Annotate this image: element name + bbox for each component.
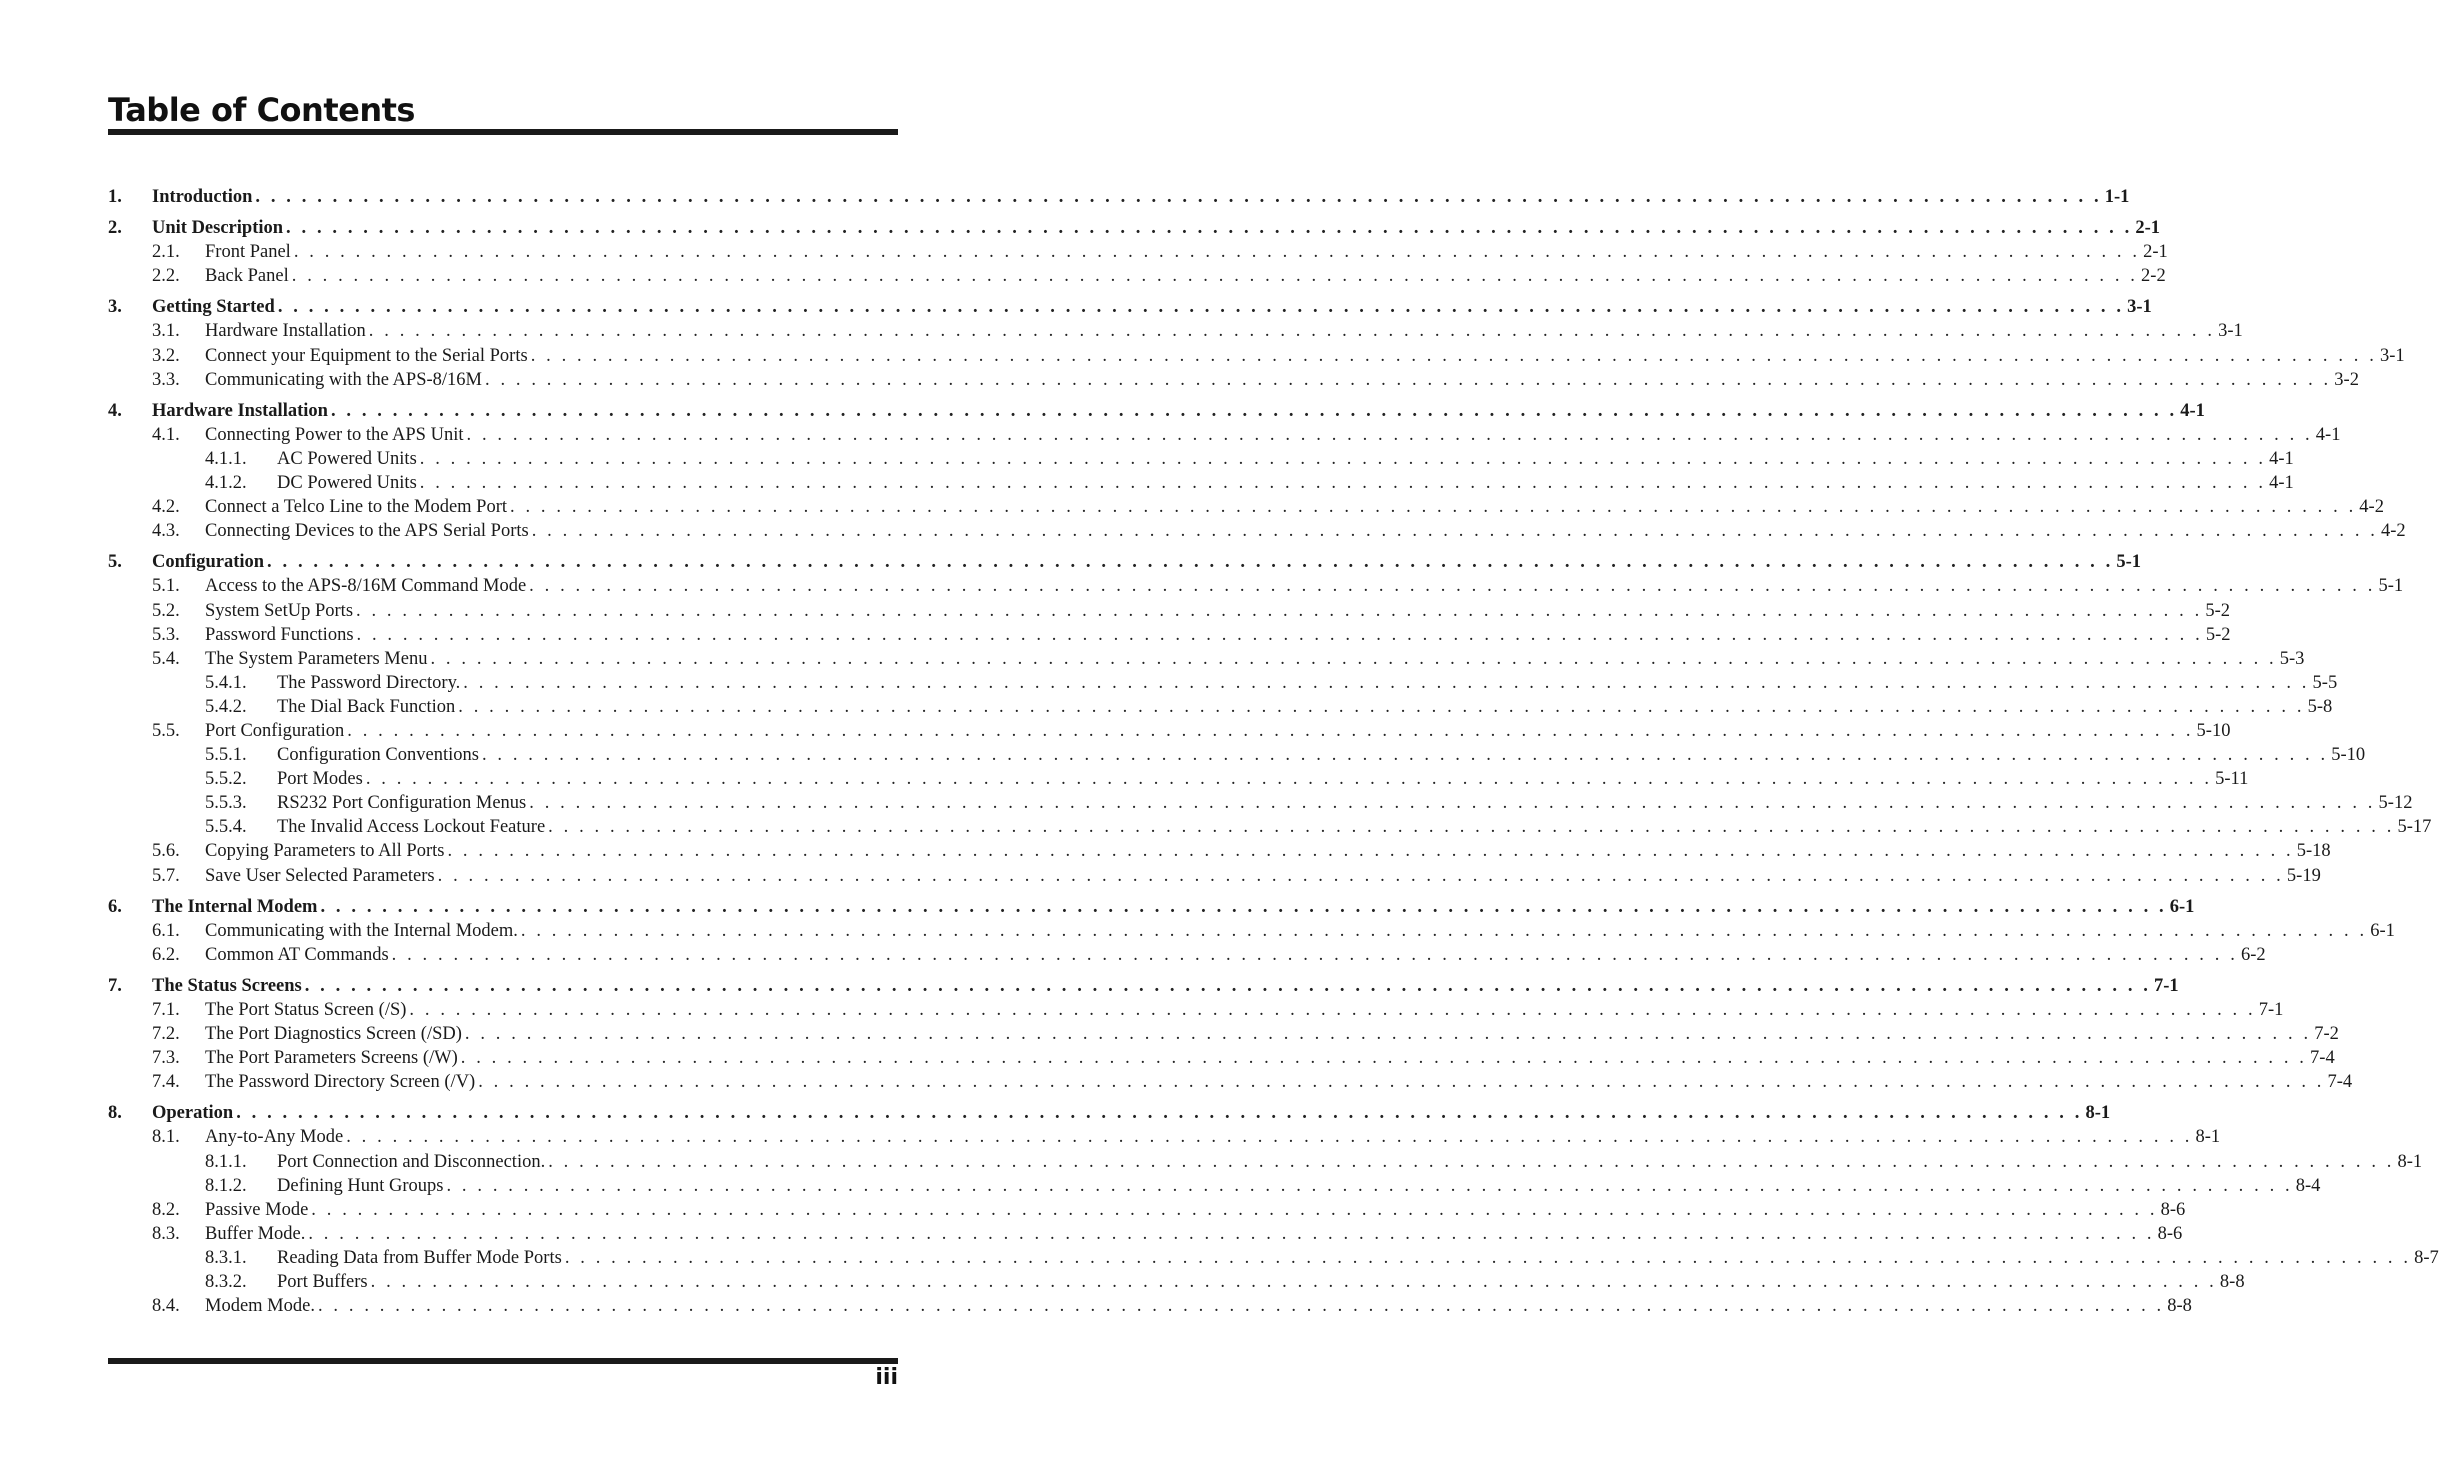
- toc-entry-page: 2-1: [2135, 218, 2160, 239]
- toc-section: [108, 550, 2432, 887]
- toc-entry-page: 5-3: [2279, 648, 2305, 669]
- dot-leader: . . . . . . . . . . . . . . . . . . . . . . . . . . . . . . . . . . . . . . . . . . . . . . . . . . . . . . . . . . . . . . . . . . . . . . . . . . . . . . . . . . . . . . . . . . . . . . . . . . . . . . . . . . . . . . . . . . . . . . . .: [437, 865, 2284, 886]
- toc-subsection-entry[interactable]: [108, 495, 2384, 519]
- toc-entry-page: 6-1: [2370, 920, 2395, 941]
- toc-subsection-entry[interactable]: [108, 839, 2331, 863]
- toc-entry-page: 8-1: [2085, 1103, 2111, 1124]
- toc-entry-page: 5-2: [2205, 600, 2230, 621]
- toc-section: [108, 185, 2130, 209]
- dot-leader: . . . . . . . . . . . . . . . . . . . . . . . . . . . . . . . . . . . . . . . . . . . . . . . . . . . . . . . . . . . . . . . . . . . . . . . . . . . . . . . . . . . . . . . . . . . . . . . . . . . . . . . . . . . . . . . . . . . . . . . .: [311, 1199, 2158, 1220]
- toc-entry-page: 5-19: [2286, 865, 2321, 886]
- toc-entry-number: 1.: [108, 187, 122, 207]
- dot-leader: . . . . . . . . . . . . . . . . . . . . . . . . . . . . . . . . . . . . . . . . . . . . . . . . . . . . . . . . . . . . . . . . . . . . . . . . . . . . . . . . . . . . . . . . . . . . . . . . . . . . . . . . . . . . . . . . . . . . . . . .: [419, 473, 2267, 494]
- dot-leader: . . . . . . . . . . . . . . . . . . . . . . . . . . . . . . . . . . . . . . . . . . . . . . . . . . . . . . . . . . . . . . . . . . . . . . . . . . . . . . . . . . . . . . . . . . . . . . . . . . . . . . . . . . . . . . . . . . . . . . . .: [286, 218, 2133, 239]
- dot-leader: . . . . . . . . . . . . . . . . . . . . . . . . . . . . . . . . . . . . . . . . . . . . . . . . . . . . . . . . . . . . . . . . . . . . . . . . . . . . . . . . . . . . . . . . . . . . . . . . . . . . . . . . . . . . . . . . . . . . . . . .: [478, 1072, 2325, 1093]
- toc-entry-number: 7.4.: [152, 1072, 180, 1093]
- toc-entry-page: 8-1: [2397, 1151, 2423, 1172]
- toc-entry-number: 5.4.2.: [205, 696, 247, 717]
- toc-subsubsection-entry[interactable]: [108, 1150, 2423, 1174]
- toc-entry-page: 3-2: [2334, 369, 2359, 390]
- dot-leader: . . . . . . . . . . . . . . . . . . . . . . . . . . . . . . . . . . . . . . . . . . . . . . . . . . . . . . . . . . . . . . . . . . . . . . . . . . . . . . . . . . . . . . . . . . . . . . . . . . . . . . . . . . . . . . . . . . . . . . . .: [485, 369, 2332, 390]
- toc-entry-number: 3.: [108, 297, 122, 318]
- toc-entry-page: 4-2: [2359, 497, 2384, 518]
- page-title: Table of Contents: [108, 91, 415, 129]
- toc-section: [108, 974, 2353, 1094]
- toc-subsubsection-entry[interactable]: [108, 767, 2249, 791]
- toc-section-entry[interactable]: [108, 399, 2205, 423]
- toc-entry-number: 7.: [108, 975, 122, 996]
- toc-entry-number: 7.3.: [152, 1048, 180, 1069]
- toc-entry-number: 7.2.: [152, 1024, 180, 1045]
- toc-entry-page: 4-1: [2269, 473, 2294, 494]
- toc-section: [108, 295, 2405, 391]
- dot-leader: . . . . . . . . . . . . . . . . . . . . . . . . . . . . . . . . . . . . . . . . . . . . . . . . . . . . . . . . . . . . . . . . . . . . . . . . . . . . . . . . . . . . . . . . . . . . . . . . . . . . . . . . . . . . . . . . . . . . . . . .: [464, 1024, 2312, 1045]
- toc-entry-number: 6.2.: [152, 944, 180, 965]
- toc-subsection-entry[interactable]: [108, 864, 2321, 888]
- toc-entry-page: 4-1: [2180, 400, 2205, 421]
- toc-entry-number: 6.: [108, 896, 122, 917]
- toc-subsection-entry[interactable]: [108, 574, 2404, 598]
- toc-entry-number: 8.1.: [152, 1127, 180, 1148]
- toc-entry-title: AC Powered Units: [277, 448, 417, 469]
- toc-entry-number: 8.1.1.: [205, 1151, 247, 1172]
- toc-entry-title: The Port Status Screen (/S): [205, 1000, 407, 1020]
- toc-entry-number: 4.2.: [152, 497, 180, 518]
- toc-entry-page: 5-8: [2307, 696, 2333, 717]
- toc-entry-title: RS232 Port Configuration Menus: [277, 793, 527, 814]
- dot-leader: . . . . . . . . . . . . . . . . . . . . . . . . . . . . . . . . . . . . . . . . . . . . . . . . . . . . . . . . . . . . . . . . . . . . . . . . . . . . . . . . . . . . . . . . . . . . . . . . . . . . . . . . . . . . . . . . . . . . . . . .: [368, 321, 2216, 342]
- toc-subsection-entry[interactable]: [108, 344, 2405, 368]
- dot-leader: . . . . . . . . . . . . . . . . . . . . . . . . . . . . . . . . . . . . . . . . . . . . . . . . . . . . . . . . . . . . . . . . . . . . . . . . . . . . . . . . . . . . . . . . . . . . . . . . . . . . . . . . . . . . . . . . . . . . . . . .: [458, 696, 2305, 717]
- toc-entry-number: 8.2.: [152, 1199, 180, 1220]
- toc-entry-page: 8-6: [2160, 1199, 2186, 1220]
- toc-entry-number: 8.3.2.: [205, 1272, 247, 1293]
- toc-entry-number: 5.7.: [152, 865, 180, 886]
- toc-entry-title: Modem Mode.: [205, 1296, 315, 1317]
- toc-entry-number: 4.1.1.: [205, 448, 247, 469]
- toc-entry-page: 8-1: [2195, 1127, 2221, 1148]
- toc-entry-title: Connecting Devices to the APS Serial Ports: [205, 521, 529, 542]
- toc-section-entry[interactable]: [108, 974, 2179, 998]
- toc-entry-title: DC Powered Units: [277, 473, 417, 494]
- toc-subsection-entry[interactable]: [108, 1022, 2339, 1046]
- toc-entry-title: Any-to-Any Mode: [205, 1127, 344, 1148]
- dot-leader: . . . . . . . . . . . . . . . . . . . . . . . . . . . . . . . . . . . . . . . . . . . . . . . . . . . . . . . . . . . . . . . . . . . . . . . . . . . . . . . . . . . . . . . . . . . . . . . . . . . . . . . . . . . . . . . . . . . . . . . .: [430, 648, 2277, 669]
- toc-entry-title: Access to the APS-8/16M Command Mode: [205, 576, 527, 597]
- dot-leader: . . . . . . . . . . . . . . . . . . . . . . . . . . . . . . . . . . . . . . . . . . . . . . . . . . . . . . . . . . . . . . . . . . . . . . . . . . . . . . . . . . . . . . . . . . . . . . . . . . . . . . . . . . . . . . . . . . . . . . . .: [531, 521, 2379, 542]
- toc-entry-title: Introduction: [152, 187, 253, 207]
- toc-section: [108, 216, 2168, 288]
- toc-section-entry[interactable]: [108, 185, 2130, 209]
- dot-leader: . . . . . . . . . . . . . . . . . . . . . . . . . . . . . . . . . . . . . . . . . . . . . . . . . . . . . . . . . . . . . . . . . . . . . . . . . . . . . . . . . . . . . . . . . . . . . . . . . . . . . . . . . . . . . . . . . . . . . . . .: [255, 187, 2102, 207]
- toc-section: [108, 895, 2395, 967]
- toc-subsection-entry[interactable]: [108, 647, 2305, 671]
- toc-entry-page: 6-2: [2240, 944, 2266, 965]
- toc-entry-page: 3-1: [2379, 345, 2405, 366]
- toc-entry-title: Hardware Installation: [205, 321, 366, 342]
- toc-entry-number: 5.2.: [152, 600, 180, 621]
- toc-entry-page: 7-1: [2154, 975, 2179, 996]
- toc-entry-page: 8-8: [2219, 1272, 2245, 1293]
- toc-entry-number: 4.: [108, 400, 122, 421]
- toc-entry-title: Communicating with the Internal Modem.: [205, 920, 518, 941]
- toc-entry-title: The Status Screens: [152, 975, 302, 996]
- toc-entry-title: Port Modes: [277, 769, 363, 790]
- toc-entry-title: Back Panel: [205, 266, 289, 287]
- toc-entry-number: 5.1.: [152, 576, 180, 597]
- toc-entry-number: 4.3.: [152, 521, 180, 542]
- dot-leader: . . . . . . . . . . . . . . . . . . . . . . . . . . . . . . . . . . . . . . . . . . . . . . . . . . . . . . . . . . . . . . . . . . . . . . . . . . . . . . . . . . . . . . . . . . . . . . . . . . . . . . . . . . . . . . . . . . . . . . . .: [460, 1048, 2308, 1069]
- toc-subsubsection-entry[interactable]: [108, 743, 2366, 767]
- toc-section: [108, 399, 2406, 544]
- toc-section-entry[interactable]: [108, 295, 2152, 319]
- dot-leader: . . . . . . . . . . . . . . . . . . . . . . . . . . . . . . . . . . . . . . . . . . . . . . . . . . . . . . . . . . . . . . . . . . . . . . . . . . . . . . . . . . . . . . . . . . . . . . . . . . . . . . . . . . . . . . . . . . . . . . . .: [277, 297, 2125, 318]
- toc-subsection-entry[interactable]: [108, 919, 2395, 943]
- toc-entry-number: 5.5.2.: [205, 769, 247, 790]
- toc-entry-title: The Internal Modem: [152, 896, 318, 917]
- toc-entry-page: 4-1: [2315, 424, 2341, 445]
- toc-entry-title: The Port Parameters Screens (/W): [205, 1048, 458, 1069]
- toc-entry-page: 3-1: [2218, 321, 2243, 342]
- toc-entry-number: 8.3.: [152, 1223, 180, 1244]
- toc-entry-page: 7-4: [2310, 1048, 2335, 1069]
- dot-leader: . . . . . . . . . . . . . . . . . . . . . . . . . . . . . . . . . . . . . . . . . . . . . . . . . . . . . . . . . . . . . . . . . . . . . . . . . . . . . . . . . . . . . . . . . . . . . . . . . . . . . . . . . . . . . . . . . . . . . . . .: [529, 576, 2376, 597]
- toc-entry-number: 4.1.2.: [205, 473, 247, 494]
- dot-leader: . . . . . . . . . . . . . . . . . . . . . . . . . . . . . . . . . . . . . . . . . . . . . . . . . . . . . . . . . . . . . . . . . . . . . . . . . . . . . . . . . . . . . . . . . . . . . . . . . . . . . . . . . . . . . . . . . . . . . . . .: [564, 1247, 2412, 1268]
- toc-entry-number: 5.5.1.: [205, 745, 247, 766]
- dot-leader: . . . . . . . . . . . . . . . . . . . . . . . . . . . . . . . . . . . . . . . . . . . . . . . . . . . . . . . . . . . . . . . . . . . . . . . . . . . . . . . . . . . . . . . . . . . . . . . . . . . . . . . . . . . . . . . . . . . . . . . .: [365, 769, 2213, 790]
- dot-leader: . . . . . . . . . . . . . . . . . . . . . . . . . . . . . . . . . . . . . . . . . . . . . . . . . . . . . . . . . . . . . . . . . . . . . . . . . . . . . . . . . . . . . . . . . . . . . . . . . . . . . . . . . . . . . . . . . . . . . . . .: [370, 1272, 2217, 1293]
- toc-subsubsection-entry[interactable]: [108, 791, 2413, 815]
- toc-subsection-entry[interactable]: [108, 943, 2266, 967]
- toc-entry-page: 5-1: [2116, 552, 2141, 573]
- toc-section: [108, 1101, 2439, 1318]
- toc-entry-page: 5-12: [2378, 793, 2413, 814]
- dot-leader: . . . . . . . . . . . . . . . . . . . . . . . . . . . . . . . . . . . . . . . . . . . . . . . . . . . . . . . . . . . . . . . . . . . . . . . . . . . . . . . . . . . . . . . . . . . . . . . . . . . . . . . . . . . . . . . . . . . . . . . .: [481, 745, 2329, 766]
- page-number: iii: [875, 1365, 898, 1390]
- dot-leader: . . . . . . . . . . . . . . . . . . . . . . . . . . . . . . . . . . . . . . . . . . . . . . . . . . . . . . . . . . . . . . . . . . . . . . . . . . . . . . . . . . . . . . . . . . . . . . . . . . . . . . . . . . . . . . . . . . . . . . . .: [267, 552, 2114, 573]
- dot-leader: . . . . . . . . . . . . . . . . . . . . . . . . . . . . . . . . . . . . . . . . . . . . . . . . . . . . . . . . . . . . . . . . . . . . . . . . . . . . . . . . . . . . . . . . . . . . . . . . . . . . . . . . . . . . . . . . . . . . . . . .: [308, 1223, 2155, 1244]
- dot-leader: . . . . . . . . . . . . . . . . . . . . . . . . . . . . . . . . . . . . . . . . . . . . . . . . . . . . . . . . . . . . . . . . . . . . . . . . . . . . . . . . . . . . . . . . . . . . . . . . . . . . . . . . . . . . . . . . . . . . . . . .: [346, 1127, 2193, 1148]
- dot-leader: . . . . . . . . . . . . . . . . . . . . . . . . . . . . . . . . . . . . . . . . . . . . . . . . . . . . . . . . . . . . . . . . . . . . . . . . . . . . . . . . . . . . . . . . . . . . . . . . . . . . . . . . . . . . . . . . . . . . . . . .: [447, 841, 2294, 862]
- dot-leader: . . . . . . . . . . . . . . . . . . . . . . . . . . . . . . . . . . . . . . . . . . . . . . . . . . . . . . . . . . . . . . . . . . . . . . . . . . . . . . . . . . . . . . . . . . . . . . . . . . . . . . . . . . . . . . . . . . . . . . . .: [236, 1103, 2083, 1124]
- toc-entry-title: Operation: [152, 1103, 234, 1124]
- toc-entry-title: Copying Parameters to All Ports: [205, 841, 445, 862]
- toc-entry-number: 2.: [108, 218, 122, 239]
- toc-entry-number: 5.4.: [152, 648, 180, 669]
- toc-entry-title: Communicating with the APS-8/16M: [205, 369, 482, 390]
- dot-leader: . . . . . . . . . . . . . . . . . . . . . . . . . . . . . . . . . . . . . . . . . . . . . . . . . . . . . . . . . . . . . . . . . . . . . . . . . . . . . . . . . . . . . . . . . . . . . . . . . . . . . . . . . . . . . . . . . . . . . . . .: [330, 400, 2178, 421]
- toc-entry-title: Connect a Telco Line to the Modem Port: [205, 497, 508, 518]
- toc-subsubsection-entry[interactable]: [108, 1174, 2321, 1198]
- toc-entry-page: 8-7: [2414, 1247, 2439, 1268]
- toc-entry-title: Buffer Mode.: [205, 1223, 306, 1244]
- toc-subsection-entry[interactable]: [108, 368, 2359, 392]
- toc-entry-title: Front Panel: [205, 242, 291, 263]
- dot-leader: . . . . . . . . . . . . . . . . . . . . . . . . . . . . . . . . . . . . . . . . . . . . . . . . . . . . . . . . . . . . . . . . . . . . . . . . . . . . . . . . . . . . . . . . . . . . . . . . . . . . . . . . . . . . . . . . . . . . . . . .: [409, 1000, 2256, 1020]
- toc-entry-title: Configuration Conventions: [277, 745, 479, 766]
- toc-entry-page: 8-6: [2157, 1223, 2183, 1244]
- toc-entry-number: 5.5.3.: [205, 793, 247, 814]
- toc-entry-number: 8.1.2.: [205, 1175, 247, 1196]
- toc-entry-title: Password Functions: [205, 624, 354, 645]
- toc-subsection-entry[interactable]: [108, 998, 2284, 1022]
- toc-entry-number: 3.2.: [152, 345, 180, 366]
- toc-entry-page: 5-2: [2205, 624, 2231, 645]
- toc-entry-page: 8-4: [2295, 1175, 2321, 1196]
- toc-entry-page: 5-10: [2196, 720, 2231, 741]
- dot-leader: . . . . . . . . . . . . . . . . . . . . . . . . . . . . . . . . . . . . . . . . . . . . . . . . . . . . . . . . . . . . . . . . . . . . . . . . . . . . . . . . . . . . . . . . . . . . . . . . . . . . . . . . . . . . . . . . . . . . . . . .: [356, 624, 2203, 645]
- toc-entry-number: 5.: [108, 552, 122, 573]
- toc-entry-title: Configuration: [152, 552, 265, 573]
- toc-subsection-entry[interactable]: [108, 1125, 2221, 1149]
- toc-subsubsection-entry[interactable]: [108, 471, 2294, 495]
- toc-entry-title: Port Connection and Disconnection.: [277, 1151, 546, 1172]
- dot-leader: . . . . . . . . . . . . . . . . . . . . . . . . . . . . . . . . . . . . . . . . . . . . . . . . . . . . . . . . . . . . . . . . . . . . . . . . . . . . . . . . . . . . . . . . . . . . . . . . . . . . . . . . . . . . . . . . . . . . . . . .: [291, 266, 2139, 287]
- toc-entry-title: Port Buffers: [277, 1272, 368, 1293]
- title-rule: [108, 129, 898, 135]
- toc-entry-number: 5.6.: [152, 841, 180, 862]
- dot-leader: . . . . . . . . . . . . . . . . . . . . . . . . . . . . . . . . . . . . . . . . . . . . . . . . . . . . . . . . . . . . . . . . . . . . . . . . . . . . . . . . . . . . . . . . . . . . . . . . . . . . . . . . . . . . . . . . . . . . . . . .: [356, 600, 2203, 621]
- toc-subsection-entry[interactable]: [108, 599, 2230, 623]
- toc-entry-number: 8.3.1.: [205, 1247, 247, 1268]
- toc-entry-title: The Password Directory Screen (/V): [205, 1072, 476, 1093]
- dot-leader: . . . . . . . . . . . . . . . . . . . . . . . . . . . . . . . . . . . . . . . . . . . . . . . . . . . . . . . . . . . . . . . . . . . . . . . . . . . . . . . . . . . . . . . . . . . . . . . . . . . . . . . . . . . . . . . . . . . . . . . .: [510, 497, 2357, 518]
- toc-entry-number: 5.5.4.: [205, 817, 247, 838]
- table-of-contents: [108, 185, 2439, 1325]
- toc-entry-page: 7-2: [2314, 1024, 2339, 1045]
- dot-leader: . . . . . . . . . . . . . . . . . . . . . . . . . . . . . . . . . . . . . . . . . . . . . . . . . . . . . . . . . . . . . . . . . . . . . . . . . . . . . . . . . . . . . . . . . . . . . . . . . . . . . . . . . . . . . . . . . . . . . . . .: [548, 817, 2395, 838]
- toc-entry-number: 3.3.: [152, 369, 180, 390]
- toc-subsubsection-entry[interactable]: [108, 695, 2333, 719]
- toc-entry-page: 5-11: [2215, 769, 2249, 790]
- toc-entry-page: 5-17: [2397, 817, 2432, 838]
- toc-subsection-entry[interactable]: [108, 1294, 2192, 1318]
- toc-entry-title: Unit Description: [152, 218, 284, 239]
- dot-leader: . . . . . . . . . . . . . . . . . . . . . . . . . . . . . . . . . . . . . . . . . . . . . . . . . . . . . . . . . . . . . . . . . . . . . . . . . . . . . . . . . . . . . . . . . . . . . . . . . . . . . . . . . . . . . . . . . . . . . . . .: [463, 672, 2310, 693]
- dot-leader: . . . . . . . . . . . . . . . . . . . . . . . . . . . . . . . . . . . . . . . . . . . . . . . . . . . . . . . . . . . . . . . . . . . . . . . . . . . . . . . . . . . . . . . . . . . . . . . . . . . . . . . . . . . . . . . . . . . . . . . .: [466, 424, 2313, 445]
- toc-entry-title: Save User Selected Parameters: [205, 865, 435, 886]
- toc-entry-page: 4-2: [2381, 521, 2406, 542]
- dot-leader: . . . . . . . . . . . . . . . . . . . . . . . . . . . . . . . . . . . . . . . . . . . . . . . . . . . . . . . . . . . . . . . . . . . . . . . . . . . . . . . . . . . . . . . . . . . . . . . . . . . . . . . . . . . . . . . . . . . . . . . .: [446, 1175, 2293, 1196]
- toc-entry-title: Hardware Installation: [152, 400, 328, 421]
- toc-entry-number: 6.1.: [152, 920, 180, 941]
- toc-entry-number: 8.: [108, 1103, 122, 1124]
- toc-subsection-entry[interactable]: [108, 1070, 2353, 1094]
- toc-subsection-entry[interactable]: [108, 240, 2168, 264]
- toc-subsubsection-entry[interactable]: [108, 671, 2338, 695]
- toc-subsection-entry[interactable]: [108, 519, 2406, 543]
- toc-entry-number: 2.1.: [152, 242, 180, 263]
- toc-entry-number: 5.4.1.: [205, 672, 247, 693]
- dot-leader: . . . . . . . . . . . . . . . . . . . . . . . . . . . . . . . . . . . . . . . . . . . . . . . . . . . . . . . . . . . . . . . . . . . . . . . . . . . . . . . . . . . . . . . . . . . . . . . . . . . . . . . . . . . . . . . . . . . . . . . .: [347, 720, 2194, 741]
- toc-entry-title: Passive Mode: [205, 1199, 309, 1220]
- toc-entry-page: 6-1: [2169, 896, 2195, 917]
- toc-subsection-entry[interactable]: [108, 1222, 2183, 1246]
- toc-entry-title: Port Configuration: [205, 720, 345, 741]
- dot-leader: . . . . . . . . . . . . . . . . . . . . . . . . . . . . . . . . . . . . . . . . . . . . . . . . . . . . . . . . . . . . . . . . . . . . . . . . . . . . . . . . . . . . . . . . . . . . . . . . . . . . . . . . . . . . . . . . . . . . . . . .: [320, 896, 2167, 917]
- dot-leader: . . . . . . . . . . . . . . . . . . . . . . . . . . . . . . . . . . . . . . . . . . . . . . . . . . . . . . . . . . . . . . . . . . . . . . . . . . . . . . . . . . . . . . . . . . . . . . . . . . . . . . . . . . . . . . . . . . . . . . . .: [317, 1296, 2165, 1317]
- dot-leader: . . . . . . . . . . . . . . . . . . . . . . . . . . . . . . . . . . . . . . . . . . . . . . . . . . . . . . . . . . . . . . . . . . . . . . . . . . . . . . . . . . . . . . . . . . . . . . . . . . . . . . . . . . . . . . . . . . . . . . . .: [391, 944, 2238, 965]
- toc-entry-page: 2-1: [2143, 242, 2168, 263]
- toc-entry-title: Connecting Power to the APS Unit: [205, 424, 464, 445]
- toc-entry-title: Getting Started: [152, 297, 275, 318]
- toc-entry-page: 5-18: [2296, 841, 2331, 862]
- dot-leader: . . . . . . . . . . . . . . . . . . . . . . . . . . . . . . . . . . . . . . . . . . . . . . . . . . . . . . . . . . . . . . . . . . . . . . . . . . . . . . . . . . . . . . . . . . . . . . . . . . . . . . . . . . . . . . . . . . . . . . . .: [520, 920, 2368, 941]
- toc-entry-title: The Port Diagnostics Screen (/SD): [205, 1024, 462, 1045]
- toc-subsection-entry[interactable]: [108, 1198, 2186, 1222]
- toc-entry-title: Reading Data from Buffer Mode Ports: [277, 1247, 562, 1268]
- toc-entry-page: 2-2: [2141, 266, 2166, 287]
- toc-entry-page: 7-4: [2327, 1072, 2353, 1093]
- toc-entry-number: 2.2.: [152, 266, 180, 287]
- toc-subsection-entry[interactable]: [108, 1046, 2335, 1070]
- dot-leader: . . . . . . . . . . . . . . . . . . . . . . . . . . . . . . . . . . . . . . . . . . . . . . . . . . . . . . . . . . . . . . . . . . . . . . . . . . . . . . . . . . . . . . . . . . . . . . . . . . . . . . . . . . . . . . . . . . . . . . . .: [304, 975, 2152, 996]
- toc-entry-page: 5-1: [2378, 576, 2404, 597]
- toc-entry-page: 5-10: [2331, 745, 2366, 766]
- toc-subsubsection-entry[interactable]: [108, 447, 2294, 471]
- toc-subsection-entry[interactable]: [108, 719, 2231, 743]
- toc-entry-number: 5.5.: [152, 720, 180, 741]
- toc-entry-page: 8-8: [2167, 1296, 2192, 1317]
- toc-entry-title: The Invalid Access Lockout Feature: [277, 817, 546, 838]
- dot-leader: . . . . . . . . . . . . . . . . . . . . . . . . . . . . . . . . . . . . . . . . . . . . . . . . . . . . . . . . . . . . . . . . . . . . . . . . . . . . . . . . . . . . . . . . . . . . . . . . . . . . . . . . . . . . . . . . . . . . . . . .: [529, 793, 2376, 814]
- toc-section-entry[interactable]: [108, 1101, 2111, 1125]
- toc-entry-page: 1-1: [2104, 187, 2130, 207]
- toc-entry-page: 7-1: [2258, 1000, 2284, 1020]
- toc-entry-title: Defining Hunt Groups: [277, 1175, 444, 1196]
- toc-subsection-entry[interactable]: [108, 623, 2231, 647]
- toc-entry-title: The Dial Back Function: [277, 696, 456, 717]
- toc-subsection-entry[interactable]: [108, 319, 2243, 343]
- toc-entry-title: Connect your Equipment to the Serial Ports: [205, 345, 528, 366]
- toc-entry-page: 5-5: [2312, 672, 2338, 693]
- dot-leader: . . . . . . . . . . . . . . . . . . . . . . . . . . . . . . . . . . . . . . . . . . . . . . . . . . . . . . . . . . . . . . . . . . . . . . . . . . . . . . . . . . . . . . . . . . . . . . . . . . . . . . . . . . . . . . . . . . . . . . . .: [548, 1151, 2395, 1172]
- toc-entry-title: Common AT Commands: [205, 944, 389, 965]
- dot-leader: . . . . . . . . . . . . . . . . . . . . . . . . . . . . . . . . . . . . . . . . . . . . . . . . . . . . . . . . . . . . . . . . . . . . . . . . . . . . . . . . . . . . . . . . . . . . . . . . . . . . . . . . . . . . . . . . . . . . . . . .: [293, 242, 2141, 263]
- toc-subsubsection-entry[interactable]: [108, 815, 2432, 839]
- toc-section-entry[interactable]: [108, 216, 2160, 240]
- toc-entry-page: 3-1: [2127, 297, 2152, 318]
- toc-subsection-entry[interactable]: [108, 264, 2166, 288]
- toc-entry-number: 7.1.: [152, 1000, 180, 1020]
- toc-entry-number: 5.3.: [152, 624, 180, 645]
- toc-entry-number: 8.4.: [152, 1296, 180, 1317]
- dot-leader: . . . . . . . . . . . . . . . . . . . . . . . . . . . . . . . . . . . . . . . . . . . . . . . . . . . . . . . . . . . . . . . . . . . . . . . . . . . . . . . . . . . . . . . . . . . . . . . . . . . . . . . . . . . . . . . . . . . . . . . .: [530, 345, 2377, 366]
- toc-entry-number: 3.1.: [152, 321, 180, 342]
- toc-section-entry[interactable]: [108, 895, 2195, 919]
- toc-subsubsection-entry[interactable]: [108, 1246, 2439, 1270]
- toc-section-entry[interactable]: [108, 550, 2141, 574]
- toc-entry-title: The Password Directory.: [277, 672, 461, 693]
- toc-entry-page: 4-1: [2269, 448, 2294, 469]
- toc-subsubsection-entry[interactable]: [108, 1270, 2245, 1294]
- footer-rule: [108, 1358, 898, 1364]
- toc-subsection-entry[interactable]: [108, 423, 2341, 447]
- toc-entry-number: 4.1.: [152, 424, 180, 445]
- dot-leader: . . . . . . . . . . . . . . . . . . . . . . . . . . . . . . . . . . . . . . . . . . . . . . . . . . . . . . . . . . . . . . . . . . . . . . . . . . . . . . . . . . . . . . . . . . . . . . . . . . . . . . . . . . . . . . . . . . . . . . . .: [419, 448, 2267, 469]
- toc-entry-title: System SetUp Ports: [205, 600, 354, 621]
- toc-entry-title: The System Parameters Menu: [205, 648, 428, 669]
